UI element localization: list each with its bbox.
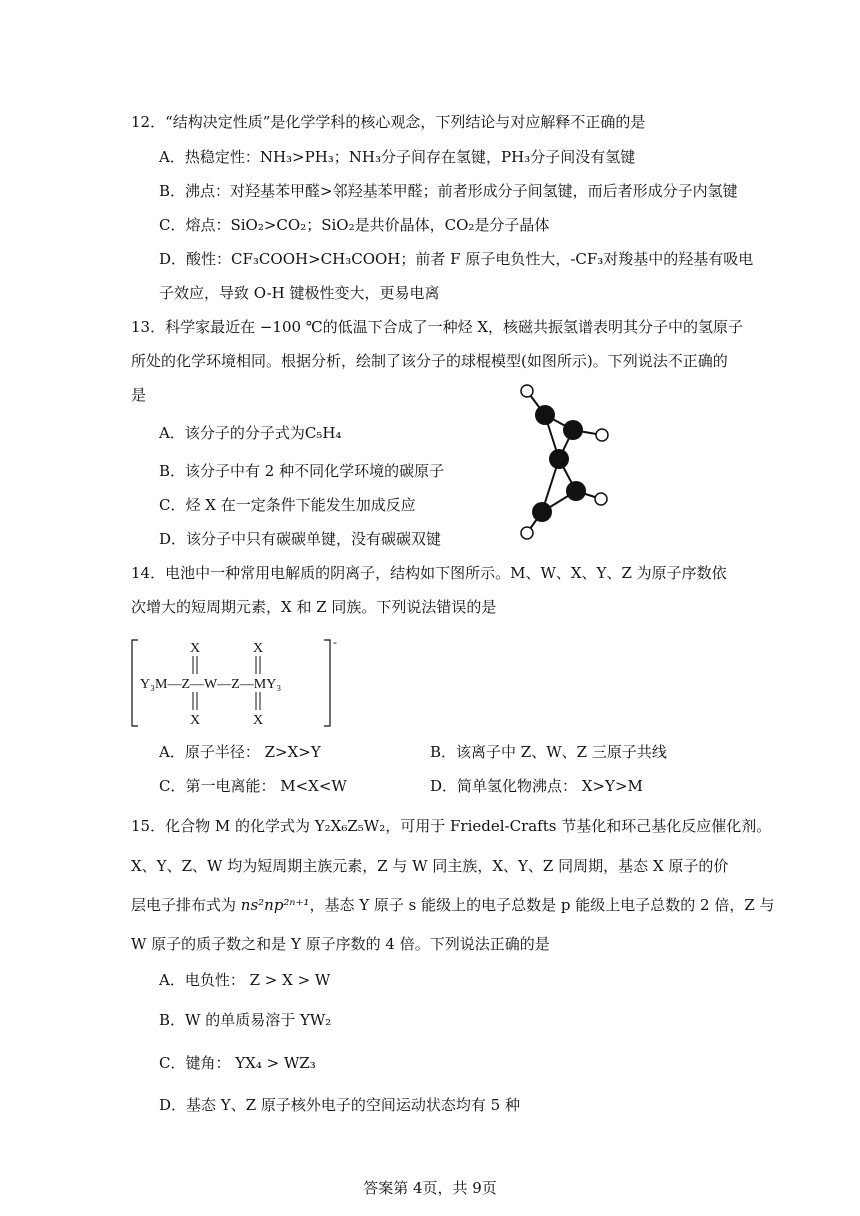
hydrogen-atom <box>596 429 608 441</box>
q15-option-d: D．基态 Y、Z 原子核外电子的空间运动状态均有 5 种 <box>159 1096 520 1114</box>
q15-stem-line3-end: ，基态 Y 原子 s 能级上的电子总数是 p 能级上电子总数的 2 倍，Z 与 <box>309 896 775 914</box>
q14-option-b: B．该离子中 Z、W、Z 三原子共线 <box>430 743 667 761</box>
anion-structure-diagram <box>128 632 348 732</box>
q14-stem-line1: 14．电池中一种常用电解质的阴离子，结构如下图所示。M、W、X、Y、Z 为原子序数依 <box>131 564 727 582</box>
hydrogen-atom <box>521 527 533 539</box>
q14-stem-line2: 次增大的短周期元素，X 和 Z 同族。下列说法错误的是 <box>131 598 497 616</box>
q12-option-d-cont: 子效应，导致 O-H 键极性变大，更易电离 <box>159 284 440 302</box>
q13-option-a: A．该分子的分子式为C₅H₄ <box>159 424 342 442</box>
q13-stem-line3: 是 <box>131 386 147 404</box>
charge-label: - <box>333 635 337 649</box>
q15-option-b: B．W 的单质易溶于 YW₂ <box>159 1011 332 1029</box>
chain-label: Y₃M—Z—W—Z—MY₃ <box>140 677 282 692</box>
q13-stem-line1: 13．科学家最近在 −100 ℃的低温下合成了一种烃 X，核磁共振氢谱表明其分子中的氢原子 <box>131 318 744 336</box>
q13-option-d: D．该分子中只有碳碳单键，没有碳碳双键 <box>159 530 442 548</box>
carbon-atom <box>535 405 555 425</box>
carbon-atom <box>563 420 583 440</box>
q15-stem-line3-start: 层电子排布式为 <box>131 896 241 914</box>
q15-stem-line1: 15．化合物 M 的化学式为 Y₂X₆Z₅W₂，可用于 Friedel-Crafts 节基化和环己基化反应催化剂。 <box>131 817 772 835</box>
q15-stem-line3 <box>131 895 775 915</box>
q15-option-c: C．键角： YX₄ > WZ₃ <box>159 1054 316 1072</box>
q12-option-b: B．沸点：对羟基苯甲醛>邻羟基苯甲醛；前者形成分子间氢键，而后者形成分子内氢键 <box>159 182 738 200</box>
q15-option-a: A．电负性： Z > X > W <box>159 971 331 989</box>
q14-option-c: C．第一电离能： M<X<W <box>159 777 347 795</box>
x-top-right: X <box>253 641 264 656</box>
carbon-atom <box>566 481 586 501</box>
q12-option-c: C．熔点：SiO₂>CO₂；SiO₂是共价晶体，CO₂是分子晶体 <box>159 216 550 234</box>
carbon-atom <box>532 502 552 522</box>
x-bottom-left: X <box>190 713 201 728</box>
q15-stem-line4: W 原子的质子数之和是 Y 原子序数的 4 倍。下列说法正确的是 <box>131 935 550 953</box>
hydrogen-atom <box>521 385 533 397</box>
q13-option-c: C．烃 X 在一定条件下能发生加成反应 <box>159 496 416 514</box>
q14-option-d: D．简单氢化物沸点： X>Y>M <box>430 777 643 795</box>
x-top-left: X <box>190 641 201 656</box>
q13-stem-line2: 所处的化学环境相同。根据分析，绘制了该分子的球棍模型(如图所示)。下列说法不正确的 <box>131 352 728 370</box>
q14-option-a: A．原子半径： Z>X>Y <box>159 743 321 761</box>
q15-stem-line2: X、Y、Z、W 均为短周期主族元素，Z 与 W 同主族，X、Y、Z 同周期，基态 X 原子的价 <box>131 857 729 875</box>
q13-option-b: B．该分子中有 2 种不同化学环境的碳原子 <box>159 462 445 480</box>
carbon-atom <box>549 449 569 469</box>
page-footer: 答案第 4页，共 9页 <box>363 1179 497 1197</box>
q12-stem: 12．“结构决定性质”是化学学科的核心观念，下列结论与对应解释不正确的是 <box>131 113 646 131</box>
q12-option-a: A．热稳定性：NH₃>PH₃；NH₃分子间存在氢键，PH₃分子间没有氢键 <box>159 148 636 166</box>
ball-and-stick-model <box>505 378 635 548</box>
x-bottom-right: X <box>253 713 264 728</box>
electron-config-formula: ns²np²ⁿ⁺¹ <box>240 896 310 914</box>
hydrogen-atom <box>595 493 607 505</box>
q12-option-d: D．酸性：CF₃COOH>CH₃COOH；前者 F 原子电负性大，-CF₃对羧基中的羟基有吸电 <box>159 250 754 268</box>
